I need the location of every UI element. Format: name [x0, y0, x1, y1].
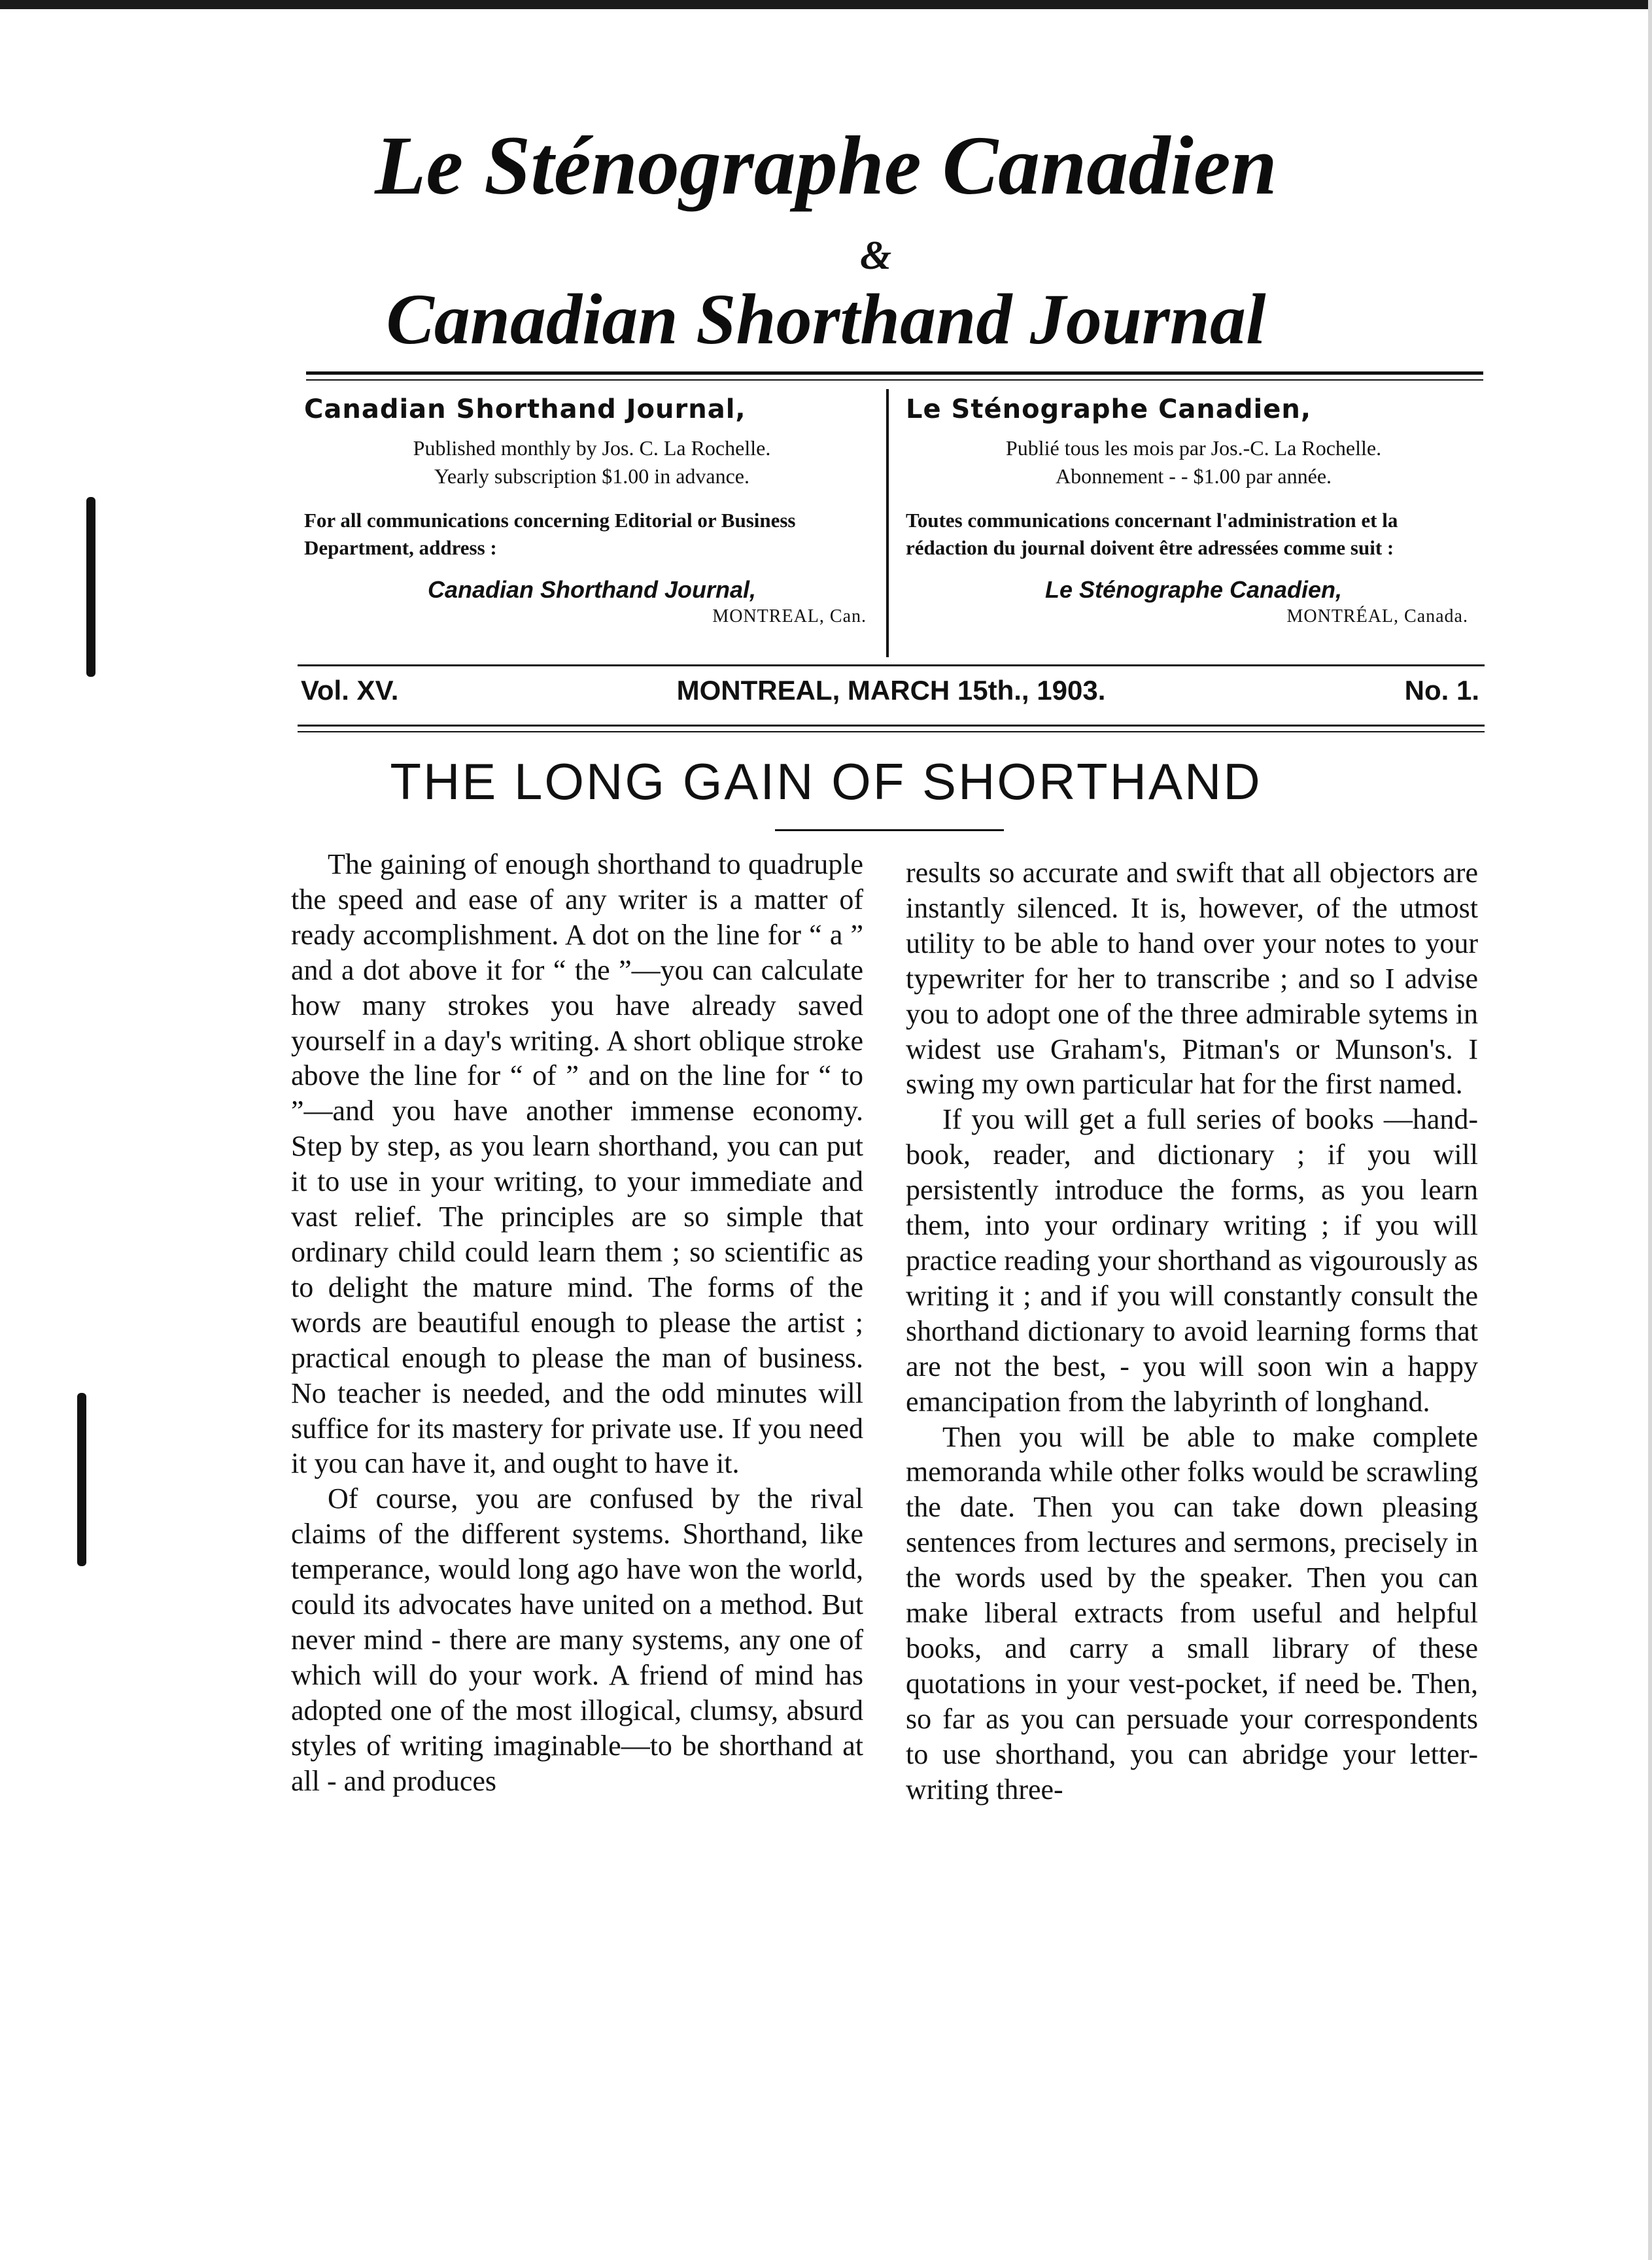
- info-english-subscription: Yearly subscription $1.00 in advance.: [434, 464, 749, 488]
- info-column-divider: [886, 389, 889, 657]
- headline-underline: [775, 829, 1004, 831]
- binding-mark-upper: [86, 497, 95, 677]
- article-paragraph-continued: results so accurate and swift that all objectors are instantly silenced. It is, however, of the utmost utility to be able to hand over your notes to your typewriter for her to transcribe ; and so I advise you to adopt one of the three admirable sytems in widest use Graham's, Pitman's or Munson's. I swing my own particular hat for the first named.: [906, 857, 1478, 1101]
- dateline-bottom-rule-thin: [298, 731, 1485, 732]
- masthead-rule-thick: [306, 371, 1483, 375]
- masthead-title-french: Le Sténographe Canadien: [375, 119, 1277, 212]
- article-headline: THE LONG GAIN OF SHORTHAND: [390, 753, 1262, 810]
- info-english-heading: Canadian Shorthand Journal,: [304, 394, 746, 424]
- volume-number: Vol. XV.: [301, 675, 399, 706]
- article-paragraph: The gaining of enough shorthand to quadruple the speed and ease of any writer is a matter of ready accomplishment. A dot on the line for “ a ” and a dot above it for “ the ”—you can calculate how many strokes you have already saved yourself in a day's writing. A short oblique stroke above the line for “ of ” and on the line for “ to ”—and you have another immense economy. Step by step, as you learn shorthand, you can put it to use in your writing, to your immediate and vast relief. The principles are so simple that ordinary child could learn them ; so scientific as to delight the mature mind. The forms of the words are beautiful enough to please the artist ; practical enough to please the man of business. No teacher is needed, and the odd minutes will suffice for its mastery for private use. If you need it you can have it, and ought to have it.: [291, 848, 863, 1480]
- info-english-city: MONTREAL, Can.: [712, 606, 867, 626]
- publication-info-french: [906, 389, 1481, 657]
- issue-number: No. 1.: [1404, 675, 1479, 706]
- article-column-left: [291, 847, 863, 1798]
- info-french-signature: Le Sténographe Canadien,: [1044, 576, 1343, 603]
- info-french-address-note: Toutes communications concernant l'administration et la rédaction du journal doivent être adressées comme suit :: [906, 509, 1398, 559]
- article-paragraph: Of course, you are confused by the rival claims of the different systems. Shorthand, like temperance, would long ago have won the world, could its advocates have united on a method. But never mind - there are many systems, any one of which will do your work. A friend of mind has adopted one of the most illogical, clumsy, absurd styles of writing imaginable—to be shorthand at all - and produces: [291, 1482, 863, 1797]
- info-english-address-note: For all communications concerning Editorial or Business Department, address :: [304, 509, 796, 559]
- article-paragraph: Then you will be able to make complete memoranda while other folks would be scrawling the date. Then you can take down pleasing sentences from lectures and sermons, precisely in the words used by the speaker. Then you can make liberal extracts from useful and helpful books, and carry a small library of these quotations in your vest-pocket, if need be. Then, so far as you can persuade your correspondents to use shorthand, you can abridge your letter-writing three-: [906, 1420, 1478, 1806]
- place-and-date: MONTREAL, MARCH 15th., 1903.: [676, 675, 1106, 706]
- info-french-heading: Le Sténographe Canadien,: [906, 394, 1312, 424]
- binding-mark-lower: [77, 1393, 86, 1566]
- info-french-subscription: Abonnement - - $1.00 par année.: [1055, 464, 1332, 488]
- info-english-publisher: Published monthly by Jos. C. La Rochelle.: [413, 436, 771, 460]
- info-french-publisher: Publié tous les mois par Jos.-C. La Rochelle.: [1005, 436, 1382, 460]
- masthead-title-english: Canadian Shorthand Journal: [386, 279, 1266, 359]
- dateline-bottom-rule: [298, 725, 1485, 727]
- article-column-right: [906, 855, 1478, 1807]
- info-english-signature: Canadian Shorthand Journal,: [427, 576, 757, 603]
- dateline-top-rule: [298, 664, 1485, 666]
- masthead-rule-thin: [306, 379, 1483, 381]
- dateline: [298, 675, 1485, 714]
- publication-info-english: [304, 389, 880, 657]
- scan-top-border: [0, 0, 1652, 9]
- info-french-city: MONTRÉAL, Canada.: [1286, 606, 1468, 626]
- article-paragraph: If you will get a full series of books —hand-book, reader, and dictionary ; if you will persistently introduce the forms, as you learn them, into your ordinary writing ; if you will practice reading your shorthand as vigourously as writing it ; and if you will constantly consult the shorthand dictionary to avoid learning forms that are not the best, - you will soon win a happy emancipation from the labyrinth of longhand.: [906, 1103, 1478, 1418]
- masthead-ampersand: &: [860, 233, 892, 278]
